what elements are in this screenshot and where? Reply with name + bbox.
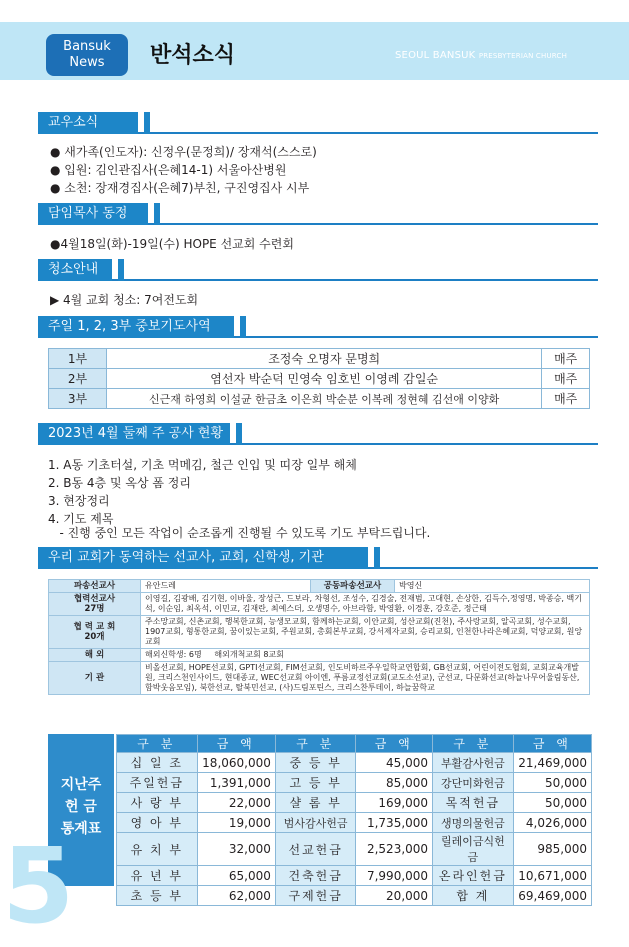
table-row xyxy=(117,773,592,793)
cleaning-item-1: ▶ 4월 교회 청소: 7여전도회 xyxy=(50,293,199,307)
offering-category: 목적헌금 xyxy=(433,793,514,813)
offering-category: 초 등 부 xyxy=(117,886,198,906)
page-title: 반석소식 xyxy=(150,43,236,68)
stats-header: 금 액 xyxy=(513,735,591,753)
prayer-service: 2부 xyxy=(49,369,107,389)
stats-side-line1: 지난주 xyxy=(60,777,102,793)
offering-stats-table xyxy=(116,734,592,906)
prayer-names: 신근재 하영희 이설균 한금초 이은희 박순분 이복례 정현혜 김선애 이양화 xyxy=(107,389,542,409)
table-row xyxy=(49,593,590,616)
section-prayer-title: 주일 1, 2, 3부 중보기도사역 xyxy=(38,316,234,338)
overseas-label: 해 외 xyxy=(49,649,141,662)
offering-amount: 22,000 xyxy=(197,793,275,813)
pastor-item-1: ●4월18일(화)-19일(수) HOPE 선교회 수련회 xyxy=(50,237,294,251)
overseas-value: 해외신학생: 6명 해외개척교회 8교회 xyxy=(141,649,590,662)
offering-amount: 19,000 xyxy=(197,813,275,833)
page-number: 5 xyxy=(2,825,75,947)
offering-amount: 45,000 xyxy=(356,753,433,773)
offering-amount: 69,469,000 xyxy=(513,886,591,906)
offering-amount: 85,000 xyxy=(356,773,433,793)
offering-amount: 32,000 xyxy=(197,833,275,866)
church-name xyxy=(395,50,567,61)
offering-amount: 169,000 xyxy=(356,793,433,813)
stats-header: 구 분 xyxy=(117,735,198,753)
offering-amount: 65,000 xyxy=(197,866,275,886)
church-name-small: PRESBYTERIAN CHURCH xyxy=(478,52,568,60)
bansuk-news-badge xyxy=(46,34,128,76)
church-value: 주소망교회, 신촌교회, 행복한교회, 능생모교회, 함께하는교회, 이안교회, 성산교회(진천), 주사랑교회, 알곡교회, 성수교회, 1907교회, 형통한교회, 꿈이있는교회, 주원교회, 총회본부교회, 강서제자교회, 승리교회, 인천한나라은혜교회, 덕양교회, 원앙교회 xyxy=(141,616,590,649)
construction-item-3: 3. 현장정리 xyxy=(48,494,110,508)
offering-category: 영 아 부 xyxy=(117,813,198,833)
offering-amount: 985,000 xyxy=(513,833,591,866)
offering-amount: 10,671,000 xyxy=(513,866,591,886)
prayer-freq: 매주 xyxy=(542,389,590,409)
offering-amount: 1,735,000 xyxy=(356,813,433,833)
offering-amount: 2,523,000 xyxy=(356,833,433,866)
stats-side-line2: 헌 금 xyxy=(65,799,97,815)
table-row xyxy=(117,866,592,886)
offering-category: 유 년 부 xyxy=(117,866,198,886)
table-row xyxy=(117,833,592,866)
stats-header: 금 액 xyxy=(356,735,433,753)
offering-amount: 50,000 xyxy=(513,793,591,813)
prayer-freq: 매주 xyxy=(542,349,590,369)
section-missions-title: 우리 교회가 동역하는 선교사, 교회, 신학생, 기관 xyxy=(38,547,368,569)
construction-item-1: 1. A동 기초터설, 기초 먹메김, 철근 인입 및 띠장 일부 해체 xyxy=(48,458,357,472)
stats-header: 금 액 xyxy=(197,735,275,753)
table-row xyxy=(117,793,592,813)
dispatch-label: 파송선교사 xyxy=(49,580,141,593)
section-cleaning-title: 청소안내 xyxy=(38,259,112,281)
stats-header: 구 분 xyxy=(433,735,514,753)
church-label-cell xyxy=(49,616,141,649)
table-row xyxy=(117,886,592,906)
construction-item-4: 4. 기도 제목 xyxy=(48,512,114,526)
section-news-title: 교우소식 xyxy=(38,112,138,134)
page-header xyxy=(0,22,629,80)
offering-amount: 21,469,000 xyxy=(513,753,591,773)
offering-category: 선교헌금 xyxy=(275,833,356,866)
offering-category: 강단미화헌금 xyxy=(433,773,514,793)
coop-label-cell xyxy=(49,593,141,616)
offering-amount: 50,000 xyxy=(513,773,591,793)
construction-item-2: 2. B동 4층 및 옥상 폼 정리 xyxy=(48,476,191,490)
missions-table xyxy=(48,579,590,695)
news-item-2: ● 입원: 김인관집사(은혜14-1) 서울아산병원 xyxy=(50,163,287,177)
offering-category: 주일헌금 xyxy=(117,773,198,793)
table-row xyxy=(49,580,590,593)
prayer-freq: 매주 xyxy=(542,369,590,389)
coop-value: 이영길, 김광배, 김기현, 이바울, 장성근, 드보라, 차형선, 조성수, 김경술, 전재범, 고대현, 손상한, 김득수,정영명, 박종승, 백기석, 이순임, 최옥석, 이민교, 김재란, 최예스더, 오생명수, 아브라함, 박영환, 이경훈, 강호준, 정근태 xyxy=(141,593,590,616)
construction-item-5: - 진행 중인 모든 작업이 순조롭게 진행될 수 있도록 기도 부탁드립니다. xyxy=(48,526,431,540)
offering-category: 생명의물헌금 xyxy=(433,813,514,833)
offering-category: 사 랑 부 xyxy=(117,793,198,813)
prayer-names: 염선자 박순덕 민영숙 임호빈 이영례 감일순 xyxy=(107,369,542,389)
news-item-1: ● 새가족(인도자): 신정우(문정희)/ 장재석(스스로) xyxy=(50,145,317,159)
offering-amount: 62,000 xyxy=(197,886,275,906)
table-row xyxy=(117,813,592,833)
stats-header: 구 분 xyxy=(275,735,356,753)
offering-amount: 18,060,000 xyxy=(197,753,275,773)
table-row xyxy=(49,369,590,389)
offering-category: 샬 롬 부 xyxy=(275,793,356,813)
church-count: 20개 xyxy=(84,632,105,642)
table-row xyxy=(49,616,590,649)
table-row xyxy=(49,389,590,409)
offering-category: 십 일 조 xyxy=(117,753,198,773)
offering-category: 건축헌금 xyxy=(275,866,356,886)
stats-side-line3: 통계표 xyxy=(60,821,102,837)
section-pastor-title: 담임목사 동정 xyxy=(38,203,148,225)
coop-count: 27명 xyxy=(84,604,105,614)
prayer-service: 1부 xyxy=(49,349,107,369)
offering-amount: 4,026,000 xyxy=(513,813,591,833)
inst-label: 기 관 xyxy=(49,662,141,695)
table-row xyxy=(49,649,590,662)
badge-line1: Bansuk xyxy=(63,39,111,54)
offering-category: 고 등 부 xyxy=(275,773,356,793)
church-label: 협 력 교 회 xyxy=(73,622,116,632)
offering-amount: 1,391,000 xyxy=(197,773,275,793)
offering-category: 합 계 xyxy=(433,886,514,906)
prayer-service: 3부 xyxy=(49,389,107,409)
offering-amount: 20,000 xyxy=(356,886,433,906)
table-row xyxy=(49,349,590,369)
offering-amount: 7,990,000 xyxy=(356,866,433,886)
dispatch-value: 유안드레 xyxy=(141,580,311,593)
codispatch-label: 공동파송선교사 xyxy=(311,580,395,593)
news-item-3: ● 소천: 장재경집사(은혜7)부친, 구진영집사 시부 xyxy=(50,181,310,195)
offering-category: 부활감사헌금 xyxy=(433,753,514,773)
section-construction-title: 2023년 4월 둘째 주 공사 현황 xyxy=(38,423,230,445)
coop-label: 협력선교사 xyxy=(73,594,116,604)
offering-category: 구제헌금 xyxy=(275,886,356,906)
table-row xyxy=(117,753,592,773)
offering-category: 릴레이금식헌금 xyxy=(433,833,514,866)
inst-value: 비올선교회, HOPE선교회, GPTI선교회, FIM선교회, 인도비하르주우일학교연합회, GB선교회, 어린이전도협회, 교회교육개발원, 크리스천인사이드, 현대종교, WEC선교회 아이엔, 푸름교정선교회(교도소선교), 군선교, 다문화선교(하늘나무어울림동산, 함박웃음모임), 북한선교, 탈북민선교, (사)드림포틴스, 크리스찬투데이, 하늘꿈학교 xyxy=(141,662,590,695)
offering-category: 중 등 부 xyxy=(275,753,356,773)
offering-category: 온라인헌금 xyxy=(433,866,514,886)
offering-category: 유 치 부 xyxy=(117,833,198,866)
prayer-table xyxy=(48,348,590,409)
church-name-main: SEOUL BANSUK xyxy=(395,50,476,61)
offering-category: 범사감사헌금 xyxy=(275,813,356,833)
prayer-names: 조정숙 오명자 문명희 xyxy=(107,349,542,369)
codispatch-value: 박영신 xyxy=(395,580,590,593)
badge-line2: News xyxy=(69,55,105,70)
table-header-row xyxy=(117,735,592,753)
table-row xyxy=(49,662,590,695)
